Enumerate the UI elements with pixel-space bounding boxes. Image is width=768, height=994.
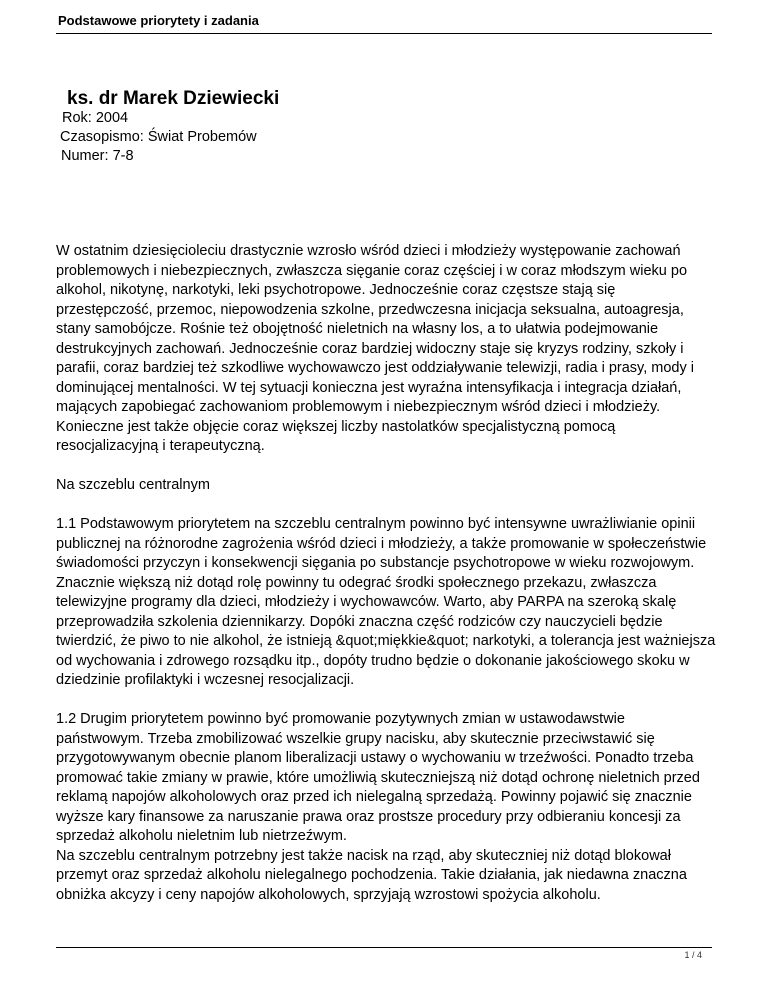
article-journal: Czasopismo: Świat Probemów — [60, 129, 257, 145]
article-issue: Numer: 7-8 — [61, 148, 134, 164]
header-divider — [56, 33, 712, 34]
paragraph-1-2-continuation: Na szczeblu centralnym potrzebny jest także nacisk na rząd, aby skuteczniej niż dotąd blokował przemyt oraz sprzedaż alkoholu nielegalnego pochodzenia. Takie działania, jak niedawna znaczna obniżka akcyzy i ceny napojów alkoholowych, sprzyjają wzrostowi spożycia alkoholu. — [56, 847, 687, 903]
article-body — [56, 242, 716, 905]
page-header-title: Podstawowe priorytety i zadania — [58, 13, 259, 28]
article-author: ks. dr Marek Dziewiecki — [67, 88, 280, 109]
paragraph-1-2 — [56, 710, 716, 905]
intro-paragraph: W ostatnim dziesięcioleciu drastycznie wzrosło wśród dzieci i młodzieży występowanie zachowań problemowych i niebezpiecznych, zwłaszcza sięganie coraz częściej i w coraz młodszym wieku po alkohol, nikotynę, narkotyki, leki psychotropowe. Jednocześnie coraz częstsze stają się przestępczość, przemoc, niepowodzenia szkolne, przedwczesna inicjacja seksualna, autoagresja, stany samobójcze. Rośnie też obojętność nieletnich na własny los, a to ułatwia podejmowanie destrukcyjnych zachowań. Jednocześnie coraz bardziej widoczny staje się kryzys rodziny, szkoły i parafii, coraz bardziej też szkodliwe wychowawczo jest oddziaływanie telewizji, radia i prasy, mody i dominującej mentalności. W tej sytuacji konieczna jest wyraźna intensyfikacja i integracja działań, mających zapobiegać zachowaniom problemowym i niebezpiecznym wśród dzieci i młodzieży. Konieczne jest także objęcie coraz większej liczby nastolatków specjalistyczną pomocą resocjalizacyjną i terapeutyczną. — [56, 243, 694, 454]
footer-divider — [56, 947, 712, 948]
page-number: 1 / 4 — [684, 950, 702, 960]
article-year: Rok: 2004 — [62, 110, 129, 126]
section-heading: Na szczeblu centralnym — [56, 477, 210, 493]
article-metadata — [60, 109, 257, 166]
paragraph-1-2-text: 1.2 Drugim priorytetem powinno być promowanie pozytywnych zmian w ustawodawstwie państwowym. Trzeba zmobilizować wszelkie grupy nacisku, aby skutecznie przeciwstawić się przygotowywanym obecnie planom liberalizacji ustawy o wychowaniu w trzeźwości. Ponadto trzeba promować takie zmiany w prawie, które umożliwią skuteczniejszą niż dotąd ochronę nieletnich przed reklamą napojów alkoholowych oraz przed ich nielegalną sprzedażą. Powinny pojawić się znacznie wyższe kary finansowe za naruszanie prawa oraz prostsze procedury przy odbieraniu koncesji za sprzedaż alkoholu nieletnim lub nietrzeźwym. — [56, 711, 700, 844]
paragraph-1-1: 1.1 Podstawowym priorytetem na szczeblu centralnym powinno być intensywne uwrażliwianie opinii publicznej na różnorodne zagrożenia wśród dzieci i młodzieży, a także promowanie w społeczeństwie świadomości przyczyn i konsekwencji sięgania po substancje psychotropowe w wieku rozwojowym. Znacznie większą niż dotąd rolę powinny tu odegrać środki społecznego przekazu, zwłaszcza telewizyjne programy dla dzieci, młodzieży i wychowawców. Warto, aby PARPA na szeroką skalę przeprowadziła szkolenia dziennikarzy. Dopóki znaczna część rodziców czy nauczycieli będzie twierdzić, że piwo to nie alkohol, że istnieją &quot;miękkie&quot; narkotyki, a tolerancja jest ważniejsza od wychowania i zdrowego rozsądku itp., dopóty trudno będzie o dokonanie jakościowego skoku w dziedzinie profilaktyki i wczesnej resocjalizacji. — [56, 516, 716, 688]
